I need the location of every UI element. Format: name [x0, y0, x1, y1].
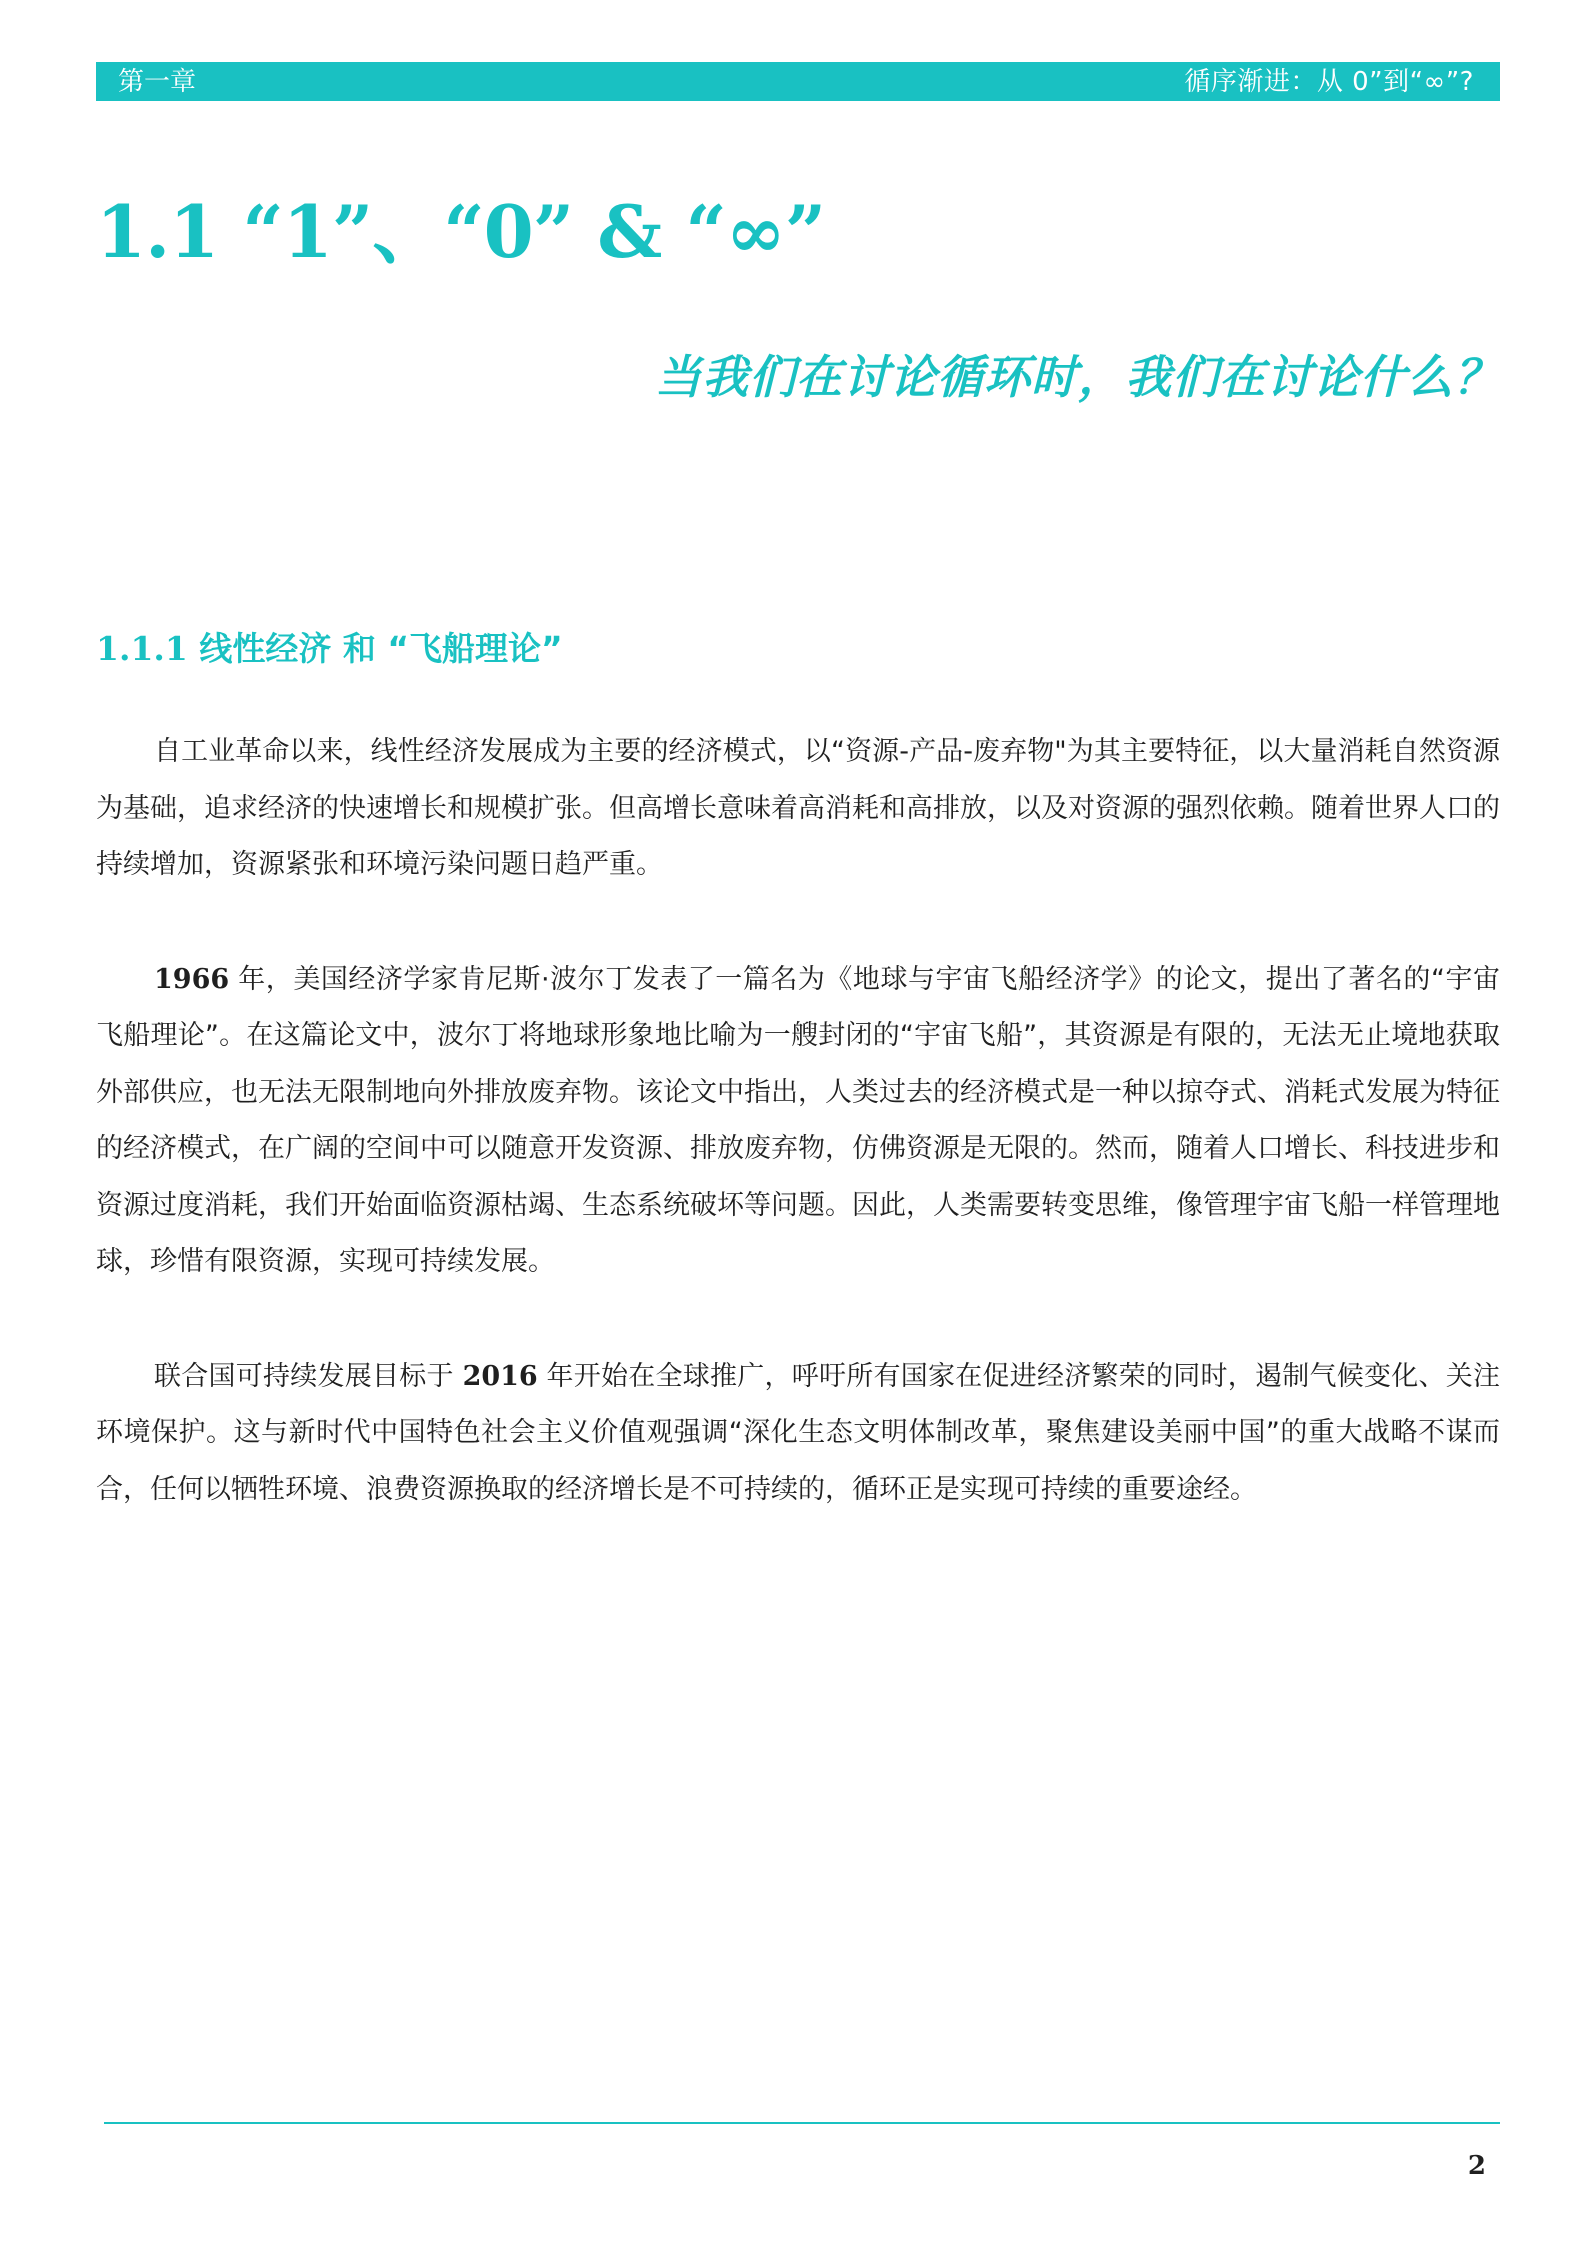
page-number: 2: [1467, 2151, 1486, 2181]
running-header: [96, 62, 1500, 101]
paragraph-2-text: 年，美国经济学家肯尼斯·波尔丁发表了一篇名为《地球与宇宙飞船经济学》的论文，提出了著名的“宇宙飞船理论”。在这篇论文中，波尔丁将地球形象地比喻为一艘封闭的“宇宙飞船”，其资源是有限的，无法无止境地获取外部供应，也无法无限制地向外排放废弃物。该论文中指出，人类过去的经济模式是一种以掠夺式、消耗式发展为特征的经济模式，在广阔的空间中可以随意开发资源、排放废弃物，仿佛资源是无限的。然而，随着人口增长、科技进步和资源过度消耗，我们开始面临资源枯竭、生态系统破坏等问题。因此，人类需要转变思维，像管理宇宙飞船一样管理地球，珍惜有限资源，实现可持续发展。: [96, 963, 1500, 1277]
body-text: [96, 724, 1500, 1576]
paragraph-3-text-end: 年开始在全球推广，呼吁所有国家在促进经济繁荣的同时，遏制气候变化、关注环境保护。这与新时代中国特色社会主义价值观强调“深化生态文明体制改革，聚焦建设美丽中国”的重大战略不谋而合，任何以牺牲环境、浪费资源换取的经济增长是不可持续的，循环正是实现可持续的重要途经。: [96, 1360, 1500, 1505]
paragraph-1-text: 自工业革命以来，线性经济发展成为主要的经济模式，以“资源-产品-废弃物"为其主要特征，以大量消耗自然资源为基础，追求经济的快速增长和规模扩张。但高增长意味着高消耗和高排放，以及对资源的强烈依赖。随着世界人口的持续增加，资源紧张和环境污染问题日趋严重。: [96, 736, 1500, 880]
paragraph-3: [96, 1349, 1500, 1519]
subsection-heading: 线性经济 和 “飞船理论”: [199, 629, 563, 668]
section-subtitle: 当我们在讨论循环时，我们在讨论什么？: [655, 350, 1501, 404]
chapter-label: 第一章: [118, 66, 197, 97]
section-title: 1.1 “1”、“0” & “∞”: [96, 189, 826, 274]
header-tagline: 循序渐进：从 0”到“∞”?: [1184, 66, 1474, 97]
paragraph-2-year: 1966: [154, 963, 230, 995]
subsection-title: [96, 629, 563, 668]
subsection-number: 1.1.1: [96, 629, 188, 668]
paragraph-2: [96, 952, 1500, 1291]
paragraph-1: [96, 724, 1500, 894]
paragraph-3-year: 2016: [462, 1360, 538, 1392]
paragraph-3-text-start: 联合国可持续发展目标于: [154, 1360, 463, 1392]
footer-divider: [104, 2122, 1500, 2124]
